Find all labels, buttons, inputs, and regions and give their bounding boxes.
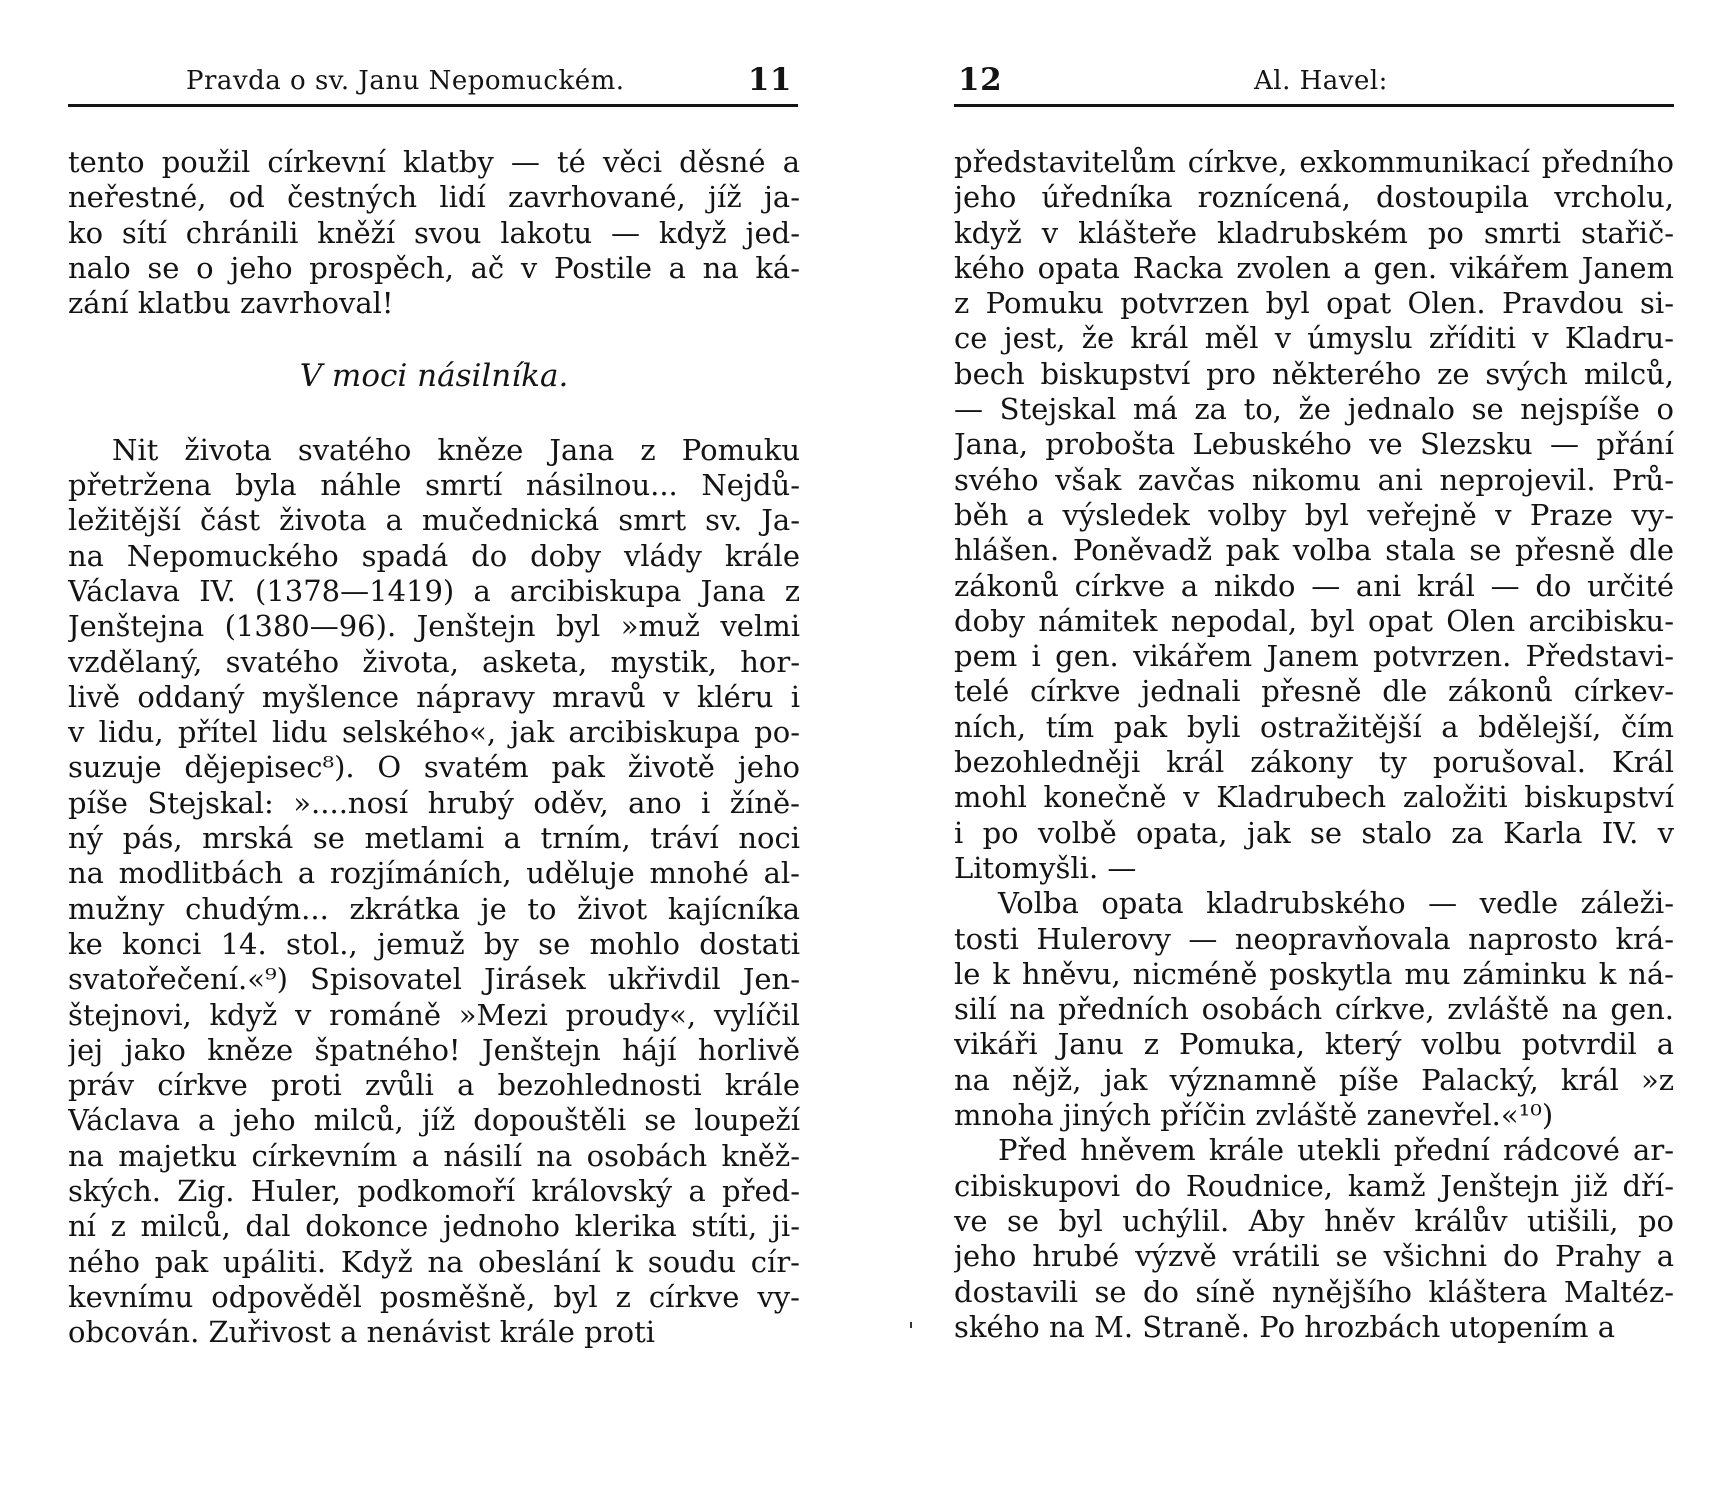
right-body-text xyxy=(954,145,1674,1345)
text-line: práv církve proti zvůli a bezohlednosti krále xyxy=(68,1068,800,1103)
text-line: le k hněvu, nicméně poskytla mu záminku k ná- xyxy=(954,956,1674,991)
text-line: Volba opata kladrubského — vedle záleži- xyxy=(998,886,1674,921)
left-running-title: Pravda o sv. Janu Nepomuckém. xyxy=(186,66,625,96)
text-line: ke konci 14. stol., jemuž by se mohlo dostati xyxy=(68,926,800,961)
text-line: Jenštejna (1380—96). Jenštejn byl »muž velmi xyxy=(68,609,800,644)
text-line: silí na předních osobách církve, zvláště na gen. xyxy=(954,992,1674,1027)
left-running-head xyxy=(68,62,800,102)
text-line: kého opata Racka zvolen a gen. vikářem Janem xyxy=(954,250,1674,285)
text-line: cibiskupovi do Roudnice, kamž Jenštejn již dří- xyxy=(954,1168,1674,1203)
text-line: neřestné, od čestných lidí zavrhované, jíž ja- xyxy=(68,180,800,215)
text-line: obcován. Zuřivost a nenávist krále proti xyxy=(68,1315,655,1350)
text-line: mnoha jiných příčin zvláště zanevřel.«¹⁰) xyxy=(954,1098,1554,1133)
text-line: na nějž, jak významně píše Palacký, král »z xyxy=(954,1062,1674,1097)
text-line: jej jako kněze špatného! Jenštejn hájí horlivě xyxy=(68,1032,800,1067)
text-line: ležitější část života a mučednická smrt sv. Ja- xyxy=(68,503,800,538)
text-line: hlášen. Poněvadž pak volba stala se přesně dle xyxy=(954,533,1674,568)
text-line: Litomyšli. — xyxy=(954,850,1137,885)
left-paragraph-2 xyxy=(68,433,800,1351)
text-line: tento použil církevní klatby — té věci děsné a xyxy=(68,145,800,179)
right-running-title: Al. Havel: xyxy=(1254,66,1388,96)
right-page xyxy=(954,0,1674,1345)
text-line: vzdělaný, svatého života, asketa, mystik, hor- xyxy=(68,644,800,679)
text-line: Václava a jeho milců, jíž dopouštěli se loupeží xyxy=(68,1103,800,1138)
left-body-text xyxy=(68,145,800,1351)
text-line: na Nepomuckého spadá do doby vlády krále xyxy=(68,538,800,573)
text-line: svého však zavčas nikomu ani neprojevil. Prů- xyxy=(954,462,1674,497)
text-line: nalo se o jeho prospěch, ač v Postile a na ká- xyxy=(68,250,800,285)
text-line: zákonů církve a nikdo — ani král — do určité xyxy=(954,568,1674,603)
text-line: ko sítí chránili kněží svou lakotu — když jed- xyxy=(68,215,800,250)
text-line: Václava IV. (1378—1419) a arcibiskupa Jana z xyxy=(68,573,800,608)
left-paragraph-1 xyxy=(68,145,800,321)
text-line: ních, tím pak byli ostražitější a bdělejší, čím xyxy=(954,709,1674,744)
text-line: Před hněvem krále utekli přední rádcové ar- xyxy=(998,1133,1674,1168)
text-line: dostavili se do síně nynějšího kláštera Maltéz- xyxy=(954,1274,1674,1309)
text-line: telé církve jednali přesně dle zákonů církev- xyxy=(954,674,1674,709)
text-line: ce jest, že král měl v úmyslu zříditi v Kladru- xyxy=(954,321,1674,356)
text-line: na majetku církevním a násilí na osobách kněž- xyxy=(68,1138,800,1173)
left-page-number: 11 xyxy=(747,62,792,98)
text-line: tosti Hulerovy — neopravňovala naprosto krá- xyxy=(954,921,1674,956)
text-line: ného pak upáliti. Když na obeslání k soudu cír- xyxy=(68,1244,800,1279)
text-line: Jana, probošta Lebuského ve Slezsku — přání xyxy=(954,427,1674,462)
right-running-head xyxy=(954,62,1674,102)
right-paragraph-3 xyxy=(954,1133,1674,1345)
text-line: píše Stejskal: »....nosí hrubý oděv, ano i žíně- xyxy=(68,785,800,820)
text-line: i po volbě opata, jak se stalo za Karla IV. v xyxy=(954,815,1674,850)
text-line: zání klatbu zavrhoval! xyxy=(68,286,394,321)
text-line: livě oddaný myšlence nápravy mravů v kléru i xyxy=(68,679,800,714)
right-paragraph-1 xyxy=(954,145,1674,886)
right-page-number: 12 xyxy=(958,62,1003,98)
text-line: mužny chudým... zkrátka je to život kajícníka xyxy=(68,891,800,926)
gutter-mark xyxy=(910,1322,912,1328)
text-line: mohl konečně v Kladrubech založiti biskupství xyxy=(954,780,1674,815)
text-line: ského na M. Straně. Po hrozbách utopením a xyxy=(954,1309,1615,1344)
text-line: přetržena byla náhle smrtí násilnou... Nejdů- xyxy=(68,468,800,503)
text-line: když v klášteře kladrubském po smrti stařič- xyxy=(954,215,1674,250)
text-line: štejnovi, když v románě »Mezi proudy«, vylíčil xyxy=(68,997,800,1032)
right-paragraph-2 xyxy=(954,886,1674,1133)
text-line: bezohledněji král zákony ty porušoval. Král xyxy=(954,745,1674,780)
text-line: kevnímu odpověděl posměšně, byl z církve vy- xyxy=(68,1279,800,1314)
text-line: běh a výsledek volby byl veřejně v Praze vy- xyxy=(954,497,1674,532)
text-line: vikáři Janu z Pomuka, který volbu potvrdil a xyxy=(954,1027,1674,1062)
text-line: jeho úředníka roznícená, dostoupila vrcholu, xyxy=(954,180,1674,215)
text-line: v lidu, přítel lidu selského«, jak arcibiskupa po- xyxy=(68,715,800,750)
text-line: představitelům církve, exkommunikací předního xyxy=(954,145,1674,179)
text-line: jeho hrubé výzvě vrátili se všichni do Prahy a xyxy=(954,1239,1674,1274)
text-line: — Stejskal má za to, že jednalo se nejspíše o xyxy=(954,392,1674,427)
right-header-rule xyxy=(954,104,1674,107)
text-line: ských. Zig. Huler, podkomoří královský a před- xyxy=(68,1174,800,1209)
text-line: doby námitek nepodal, byl opat Olen arcibisku- xyxy=(954,603,1674,638)
text-line: bech biskupství pro některého ze svých milců, xyxy=(954,356,1674,391)
left-page xyxy=(68,0,800,1351)
text-line: ní z milců, dal dokonce jednoho klerika stíti, ji- xyxy=(68,1209,800,1244)
text-line: ný pás, mrská se metlami a trním, tráví noci xyxy=(68,821,800,856)
text-line: na modlitbách a rozjímáních, uděluje mnohé al- xyxy=(68,856,800,891)
left-header-rule xyxy=(68,104,798,107)
section-heading: V moci násilníka. xyxy=(299,358,569,395)
text-line: suzuje dějepisec⁸). O svatém pak životě jeho xyxy=(68,750,800,785)
text-line: Nit života svatého kněze Jana z Pomuku xyxy=(112,432,800,467)
text-line: z Pomuku potvrzen byl opat Olen. Pravdou si- xyxy=(954,286,1674,321)
text-line: pem i gen. vikářem Janem potvrzen. Představi- xyxy=(954,639,1674,674)
text-line: svatořečení.«⁹) Spisovatel Jirásek ukřivdil Jen- xyxy=(68,962,800,997)
text-line: ve se byl uchýlil. Aby hněv králův utišili, po xyxy=(954,1203,1674,1238)
